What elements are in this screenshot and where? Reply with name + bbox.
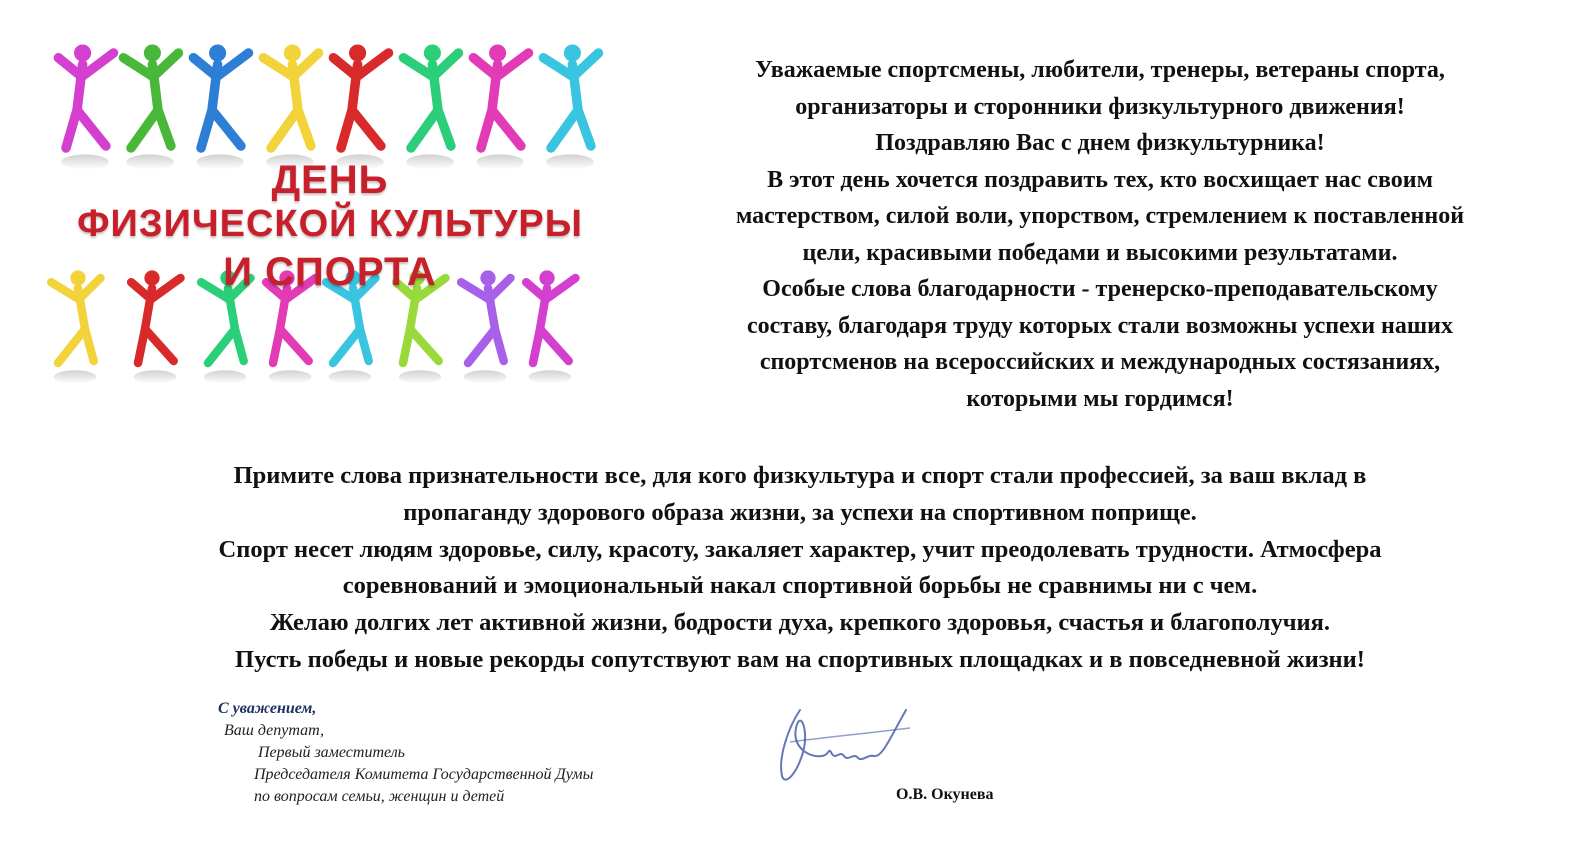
closing-committee-topic: по вопросам семьи, женщин и детей — [254, 788, 505, 805]
intro-line: мастерством, силой воли, упорством, стремлением к поставленной — [735, 203, 1465, 229]
body-line: соревнований и эмоциональный накал спортивной борьбы не сравнимы ни с чем. — [342, 572, 1258, 600]
athlete-silhouette-top-5 — [403, 44, 458, 169]
body-line: Желаю долгих лет активной жизни, бодрости духа, крепкого здоровья, счастья и благополучия. — [269, 609, 1331, 637]
closing-greeting: С уважением, — [218, 700, 317, 717]
intro-line: Особые слова благодарности - тренерско-преподавательскому — [762, 276, 1438, 302]
banner-title-line-1: ДЕНЬ — [271, 158, 389, 202]
athlete-silhouette-top-2 — [193, 44, 248, 169]
intro-line: которыми мы гордимся! — [966, 385, 1234, 412]
closing-position: Первый заместитель — [258, 744, 405, 761]
greeting-intro — [640, 52, 1560, 417]
closing-committee: Председателя Комитета Государственной Думы — [254, 766, 594, 783]
athlete-silhouette-top-0 — [58, 44, 113, 169]
intro-line: цели, красивыми победами и высокими результатами. — [802, 239, 1398, 266]
athlete-silhouette-top-3 — [263, 44, 318, 169]
banner-title-line-3: И СПОРТА — [223, 250, 437, 294]
athlete-silhouette-top-4 — [333, 44, 388, 169]
banner-title-line-2: ФИЗИЧЕСКОЙ КУЛЬТУРЫ — [77, 203, 583, 245]
athlete-silhouette-top-6 — [473, 44, 528, 169]
greeting-body — [60, 458, 1540, 679]
athlete-silhouette-top-1 — [123, 44, 178, 169]
intro-line: Поздравляю Вас с днем физкультурника! — [875, 130, 1325, 156]
athlete-silhouette-top-7 — [543, 44, 598, 169]
handwritten-signature — [770, 698, 920, 790]
body-line: Пусть победы и новые рекорды сопутствуют вам на спортивных площадках и в повседневной жизни! — [235, 645, 1365, 673]
closing-block — [218, 698, 718, 808]
body-line: Примите слова признательности все, для кого физкультура и спорт стали профессией, за ваш вклад в — [233, 462, 1367, 489]
intro-line: Уважаемые спортсмены, любители, тренеры, ветераны спорта, — [755, 57, 1445, 83]
intro-line: спортсменов на всероссийских и международных состязаниях, — [759, 349, 1441, 375]
signer-name: О.В. Окунева — [896, 786, 994, 803]
intro-line: составу, благодаря труду которых стали возможны успехи наших — [747, 312, 1453, 339]
body-line: Спорт несет людям здоровье, силу, красоту, закаляет характер, учит преодолевать трудности. Атмосфера — [218, 535, 1382, 563]
sports-banner-image — [30, 18, 630, 428]
body-line: пропаганду здорового образа жизни, за успехи на спортивном поприще. — [403, 498, 1197, 526]
intro-line: В этот день хочется поздравить тех, кто восхищает нас своим — [767, 166, 1433, 193]
closing-role: Ваш депутат, — [224, 722, 325, 739]
intro-line: организаторы и сторонники физкультурного движения! — [795, 93, 1405, 120]
